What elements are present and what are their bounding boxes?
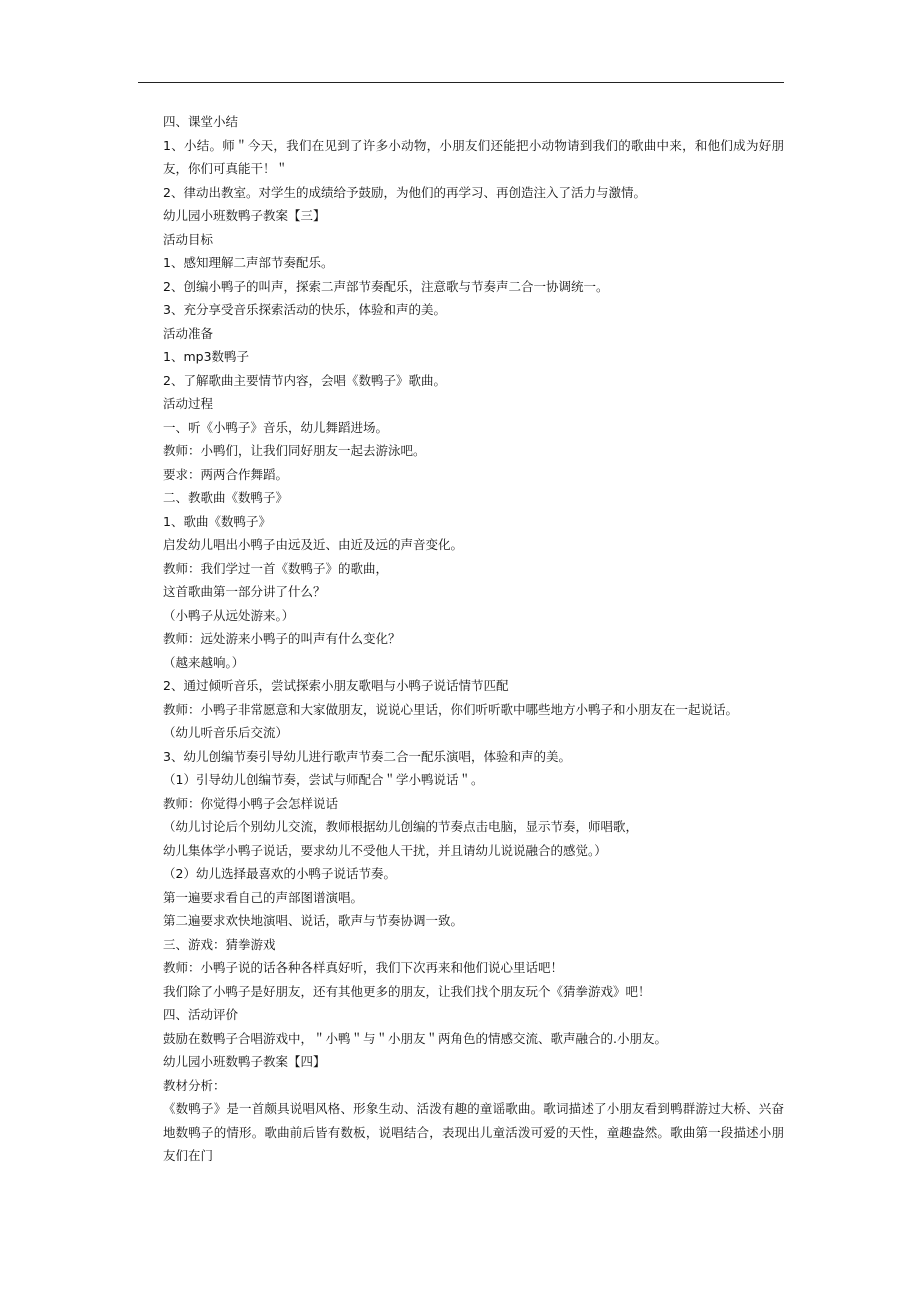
text-line: 活动目标	[163, 231, 214, 247]
document-body	[138, 110, 784, 1168]
text-line: 四、课堂小结	[163, 114, 239, 129]
text-line: （幼儿讨论后个别幼儿交流，教师根据幼儿创编的节奏点击电脑，显示节奏，师唱歌，	[163, 819, 639, 834]
text-line: 二、教歌曲《数鸭子》	[163, 490, 289, 505]
text-line: （2）幼儿选择最喜欢的小鸭子说话节奏。	[163, 866, 396, 881]
text-line: 2、通过倾听音乐，尝试探索小朋友歌唱与小鸭子说话情节匹配	[163, 678, 509, 693]
text-line: 第一遍要求看自己的声部图谱演唱。	[163, 889, 364, 905]
text-line: 一、听《小鸭子》音乐，幼儿舞蹈进场。	[163, 419, 389, 435]
text-line: 2、律动出教室。对学生的成绩给予鼓励，为他们的再学习、再创造注入了活力与激情。	[163, 184, 646, 200]
text-line: 2、了解歌曲主要情节内容，会唱《数鸭子》歌曲。	[163, 372, 446, 388]
text-line: 教材分析：	[163, 1077, 226, 1093]
text-line: （越来越响。）	[163, 654, 245, 670]
text-line: 教师：你觉得小鸭子会怎样说话	[163, 795, 339, 811]
text-line: （1）引导幼儿创编节奏，尝试与师配合＂学小鸭说话＂。	[163, 772, 484, 787]
text-line: （小鸭子从远处游来。）	[163, 607, 295, 623]
text-line: 教师：小鸭子说的话各种各样真好听，我们下次再来和他们说心里话吧！	[163, 960, 564, 975]
text-line: （幼儿听音乐后交流）	[163, 725, 289, 740]
text-line: 四、活动评价	[163, 1007, 239, 1022]
text-line: 1、小结。师＂今天，我们在见到了许多小动物，小朋友们还能把小动物请到我们的歌曲中来，和他们成为好朋友，你们可真能干！＂	[163, 137, 784, 176]
text-line: 启发幼儿唱出小鸭子由远及近、由近及远的声音变化。	[163, 537, 464, 552]
text-line: 要求：两两合作舞蹈。	[163, 466, 289, 482]
text-line: 教师：我们学过一首《数鸭子》的歌曲，	[163, 560, 389, 576]
text-line: 3、幼儿创编节奏引导幼儿进行歌声节奏二合一配乐演唱，体验和声的美。	[163, 748, 571, 764]
text-line: 活动准备	[163, 325, 214, 341]
text-line: 幼儿集体学小鸭子说话，要求幼儿不受他人干扰，并且请幼儿说说融合的感觉。）	[163, 842, 607, 858]
text-line: 2、创编小鸭子的叫声，探索二声部节奏配乐，注意歌与节奏声二合一协调统一。	[163, 278, 609, 294]
text-line: 《数鸭子》是一首颇具说唱风格、形象生动、活泼有趣的童谣歌曲。歌词描述了小朋友看到鸭群游过大桥、兴奋地数鸭子的情形。歌曲前后皆有数板，说唱结合，表现出儿童活泼可爱的天性，童趣盎然。歌曲第一段描述小朋友们在门	[163, 1101, 784, 1163]
text-line: 1、歌曲《数鸭子》	[163, 513, 271, 529]
text-line: 三、游戏：猜拳游戏	[163, 936, 276, 952]
text-line: 1、感知理解二声部节奏配乐。	[163, 255, 334, 270]
text-line: 第二遍要求欢快地演唱、说话，歌声与节奏协调一致。	[163, 913, 464, 928]
text-line: 教师：小鸭子非常愿意和大家做朋友，说说心里话，你们听听歌中哪些地方小鸭子和小朋友在一起说话。	[163, 701, 739, 717]
text-line: 教师：远处游来小鸭子的叫声有什么变化？	[163, 631, 401, 646]
text-line: 我们除了小鸭子是好朋友，还有其他更多的朋友，让我们找个朋友玩个《猜拳游戏》吧！	[163, 983, 651, 999]
header-rule	[138, 82, 784, 83]
text-line: 鼓励在数鸭子合唱游戏中，＂小鸭＂与＂小朋友＂两角色的情感交流、歌声融合的.小朋友。	[163, 1030, 667, 1046]
text-line: 幼儿园小班数鸭子教案【四】	[163, 1054, 326, 1069]
text-line: 1、mp3数鸭子	[163, 349, 250, 364]
text-line: 教师：小鸭们，让我们同好朋友一起去游泳吧。	[163, 443, 426, 458]
text-line: 幼儿园小班数鸭子教案【三】	[163, 208, 326, 223]
text-line: 活动过程	[163, 396, 214, 411]
text-line: 这首歌曲第一部分讲了什么？	[163, 584, 326, 599]
text-line: 3、充分享受音乐探索活动的快乐，体验和声的美。	[163, 302, 446, 317]
